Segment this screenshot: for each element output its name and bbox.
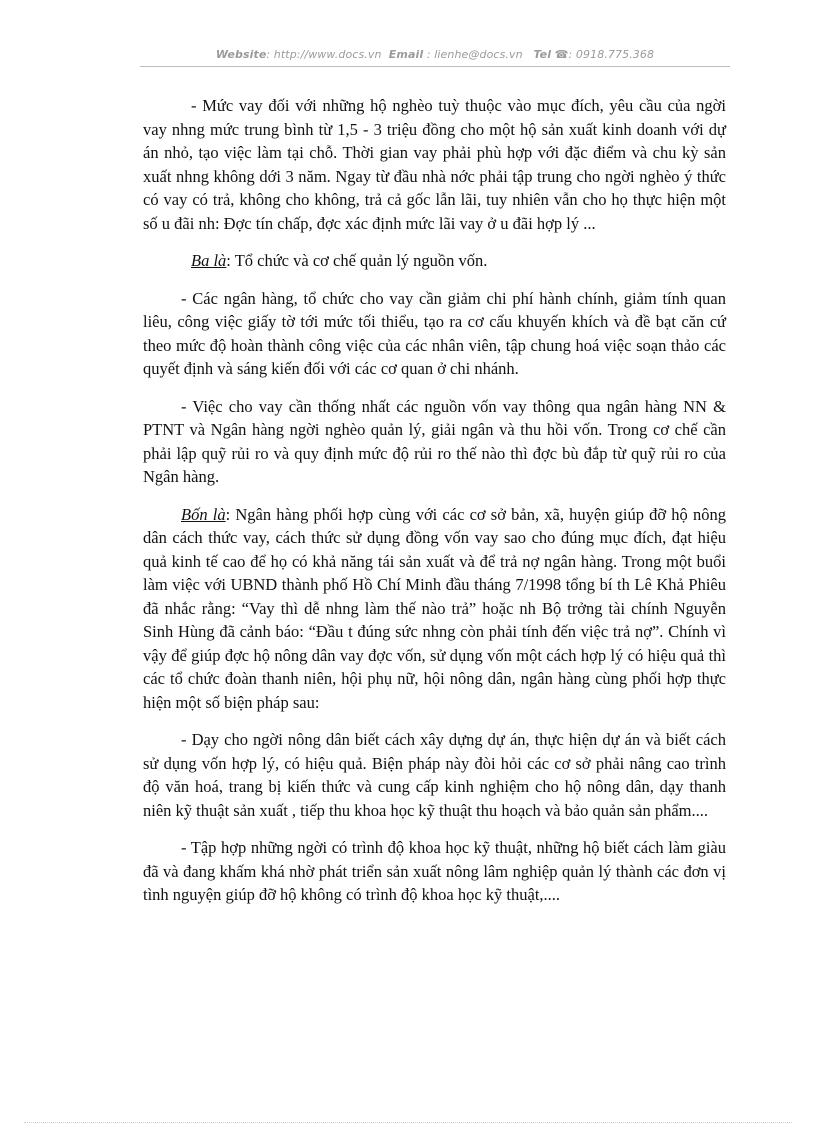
paragraph-7: - Tập hợp những ngời có trình độ khoa học kỹ thuật, những hộ biết cách làm giàu đã và đang khấm khá nhờ phát triển sản xuất nông lâm nghiệp quản lý thành các đơn vị tình nguyện giúp đỡ hộ không có trình độ khoa học kỹ thuật,.... bbox=[143, 838, 726, 904]
paragraph-2-lead: Ba là bbox=[191, 251, 227, 270]
email-value: : lienhe@docs.vn bbox=[423, 48, 523, 61]
paragraph-5-lead: Bốn là bbox=[181, 504, 226, 524]
page-header bbox=[140, 48, 730, 61]
paragraph-2-text: : Tổ chức và cơ chế quản lý nguồn vốn. bbox=[226, 251, 488, 270]
paragraph-3: - Các ngân hàng, tổ chức cho vay cần giảm chi phí hành chính, giảm tính quan liêu, công việc giấy tờ tới mức tối thiểu, tạo ra cơ cấu khuyến khích và đề bạt căn cứ theo mức độ hoàn thành công việc của các nhân viên, tập chung hoá việc soạn thảo các quyết định và sáng kiến đối với các cơ quan ở chi nhánh. bbox=[143, 288, 726, 378]
email-label: Email bbox=[388, 48, 424, 61]
paragraph-5 bbox=[143, 503, 726, 715]
tel-value: ☎: 0918.775.368 bbox=[551, 48, 655, 61]
paragraph-6: - Dạy cho ngời nông dân biết cách xây dựng dự án, thực hiện dự án và biết cách sử dụng vốn hợp lý, có hiệu quả. Biện pháp này đòi hỏi các cơ sở phải nâng cao trình độ văn hoá, trang bị kiến thức và cung cấp kinh nghiệm cho hộ nông dân, dạy thanh niên kỹ thuật sản xuất , tiếp thu khoa học kỹ thuật thu hoạch và bảo quản sản phẩm.... bbox=[143, 730, 726, 820]
paragraph-5-text: : Ngân hàng phối hợp cùng với các cơ sở bản, xã, huyện giúp đỡ hộ nông dân cách thức vay, cách thức sử dụng đồng vốn vay sao cho đúng mục đích, đạt hiệu quả kinh tế cao để họ có khả năng tái sản xuất và để trả nợ ngân hàng. Trong một buổi làm việc với UBND thành phố Hồ Chí Minh đầu tháng 7/1998 tổng bí th Lê Khả Phiêu đã nhắc rằng: “Vay thì dễ nhng làm thế nào trả” hoặc nh Bộ trởng tài chính Nguyễn Sinh Hùng đã cảnh báo: “Đầu t đúng sức nhng còn phải tính đến việc trả nợ”. Chính vì vậy để giúp đợc hộ nông dân vay đợc vốn, sử dụng vốn một cách hợp lý có hiệu quả thì các tổ chức đoàn thanh niên, hội phụ nữ, hội nông dân, ngân hàng cùng phối hợp thực hiện một số biện pháp sau: bbox=[143, 504, 726, 712]
paragraph-4: - Việc cho vay cần thống nhất các nguồn vốn vay thông qua ngân hàng NN & PTNT và Ngân hàng ngời nghèo quản lý, giải ngân và thu hồi vốn. Trong cơ chế cần phải lập quỹ rủi ro và quy định mức độ rủi ro thế nào thì đợc bù đắp từ quỹ rủi ro của Ngân hàng. bbox=[143, 396, 726, 486]
header-divider bbox=[140, 66, 730, 67]
paragraph-2 bbox=[143, 249, 726, 273]
document-body bbox=[143, 94, 726, 921]
website-label: Website bbox=[215, 48, 267, 61]
website-value: : http://www.docs.vn bbox=[266, 48, 382, 61]
paragraph-1: - Mức vay đối với những hộ nghèo tuỳ thuộc vào mục đích, yêu cầu của ngời vay nhng mức trung bình từ 1,5 - 3 triệu đồng cho một hộ sản xuất kinh doanh với dự án nhỏ, tạo việc làm tại chỗ. Thời gian vay phải phù hợp với đặc điểm và chu kỳ sản xuất nhng không dới 3 năm. Ngay từ đầu nhà nớc phải tập trung cho ngời nghèo ý thức có vay có trả, không cho không, trả cả gốc lẫn lãi, tuy nhiên vẫn cho họ thực hiện một số u đãi nh: Đợc tín chấp, đợc xác định mức lãi vay ở u đãi hợp lý ... bbox=[143, 96, 726, 233]
tel-label: Tel bbox=[533, 48, 552, 61]
